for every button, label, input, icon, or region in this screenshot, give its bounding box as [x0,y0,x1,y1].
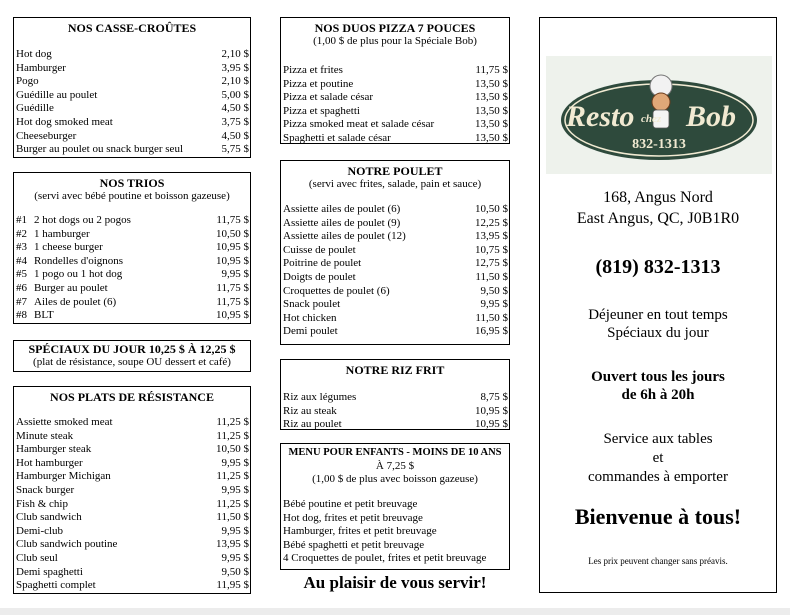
item-name: Hot hamburger [16,456,83,469]
item-price: 11,50 $ [475,311,508,324]
item-label [16,214,131,228]
item-name: Hot chicken [283,311,337,324]
item-number: #1 [16,214,27,226]
casse-croutes-section [13,17,251,158]
menu-item [281,271,509,285]
item-price: 10,75 $ [475,243,508,256]
item-number: #5 [16,268,27,281]
item-price: 11,25 $ [216,416,249,428]
item-name: 1 pogo ou 1 hot dog [34,268,123,281]
item-price: 8,75 $ [480,391,508,403]
item-name: BLT [34,309,54,322]
item-number: #7 [16,295,27,308]
menu-item [281,552,509,566]
menu-item [14,282,250,296]
menu-list [281,498,509,566]
item-number: #4 [16,254,27,267]
info-panel [539,17,777,593]
item-number: #8 [16,309,27,322]
item-name: Assiette ailes de poulet (9) [283,216,401,229]
item-label [16,241,103,255]
item-name: Pizza et frites [283,64,343,76]
item-price: 11,50 $ [475,270,508,283]
phone-number: (819) 832-1313 [595,256,721,278]
item-price: 11,25 $ [216,497,249,510]
item-name: Riz au steak [283,404,337,417]
menu-item [14,443,250,457]
item-name: 2 hot dogs ou 2 pogos [34,214,131,226]
item-price: 9,95 $ [221,551,249,564]
item-name: Bébé spaghetti et petit breuvage [283,538,425,551]
svg-text:Resto: Resto [566,100,635,133]
address-line-2: East Angus, QC, J0B1R0 [576,210,740,227]
menu-item [281,539,509,553]
plaisir-text: Au plaisir de vous servir! [303,573,487,592]
menu-item [14,566,250,580]
item-name: 4 Croquettes de poulet, frites et petit breuvage [283,552,487,565]
section-title: NOS PLATS DE RÉSISTANCE [50,390,214,404]
address-line-1: 168, Angus Nord [603,189,713,206]
item-name: Burger au poulet ou snack burger seul [16,143,183,156]
item-name: Assiette smoked meat [16,416,113,428]
item-name: Pizza smoked meat et salade césar [283,118,435,131]
item-name: Fish & chip [16,497,68,510]
speciaux-section [13,340,251,372]
menu-item [14,75,250,89]
menu-list [14,416,250,593]
menu-item [14,552,250,566]
item-name: Doigts de poulet [283,270,356,283]
item-price: 9,95 $ [221,456,249,469]
menu-item [14,228,250,242]
dejeuner-text: Déjeuner en tout temps [588,307,728,323]
menu-item [281,285,509,299]
item-price: 5,75 $ [221,143,249,156]
item-price: 13,95 $ [216,538,249,551]
menu-item [14,130,250,144]
item-price: 12,25 $ [475,216,508,229]
item-name: Rondelles d'oignons [34,254,124,267]
hours-line-2: de 6h à 20h [621,387,695,403]
item-name: Bébé poutine et petit breuvage [283,498,418,510]
menu-item [14,143,250,157]
item-price: 13,50 $ [475,77,508,90]
menu-list [14,48,250,157]
menu-item [14,268,250,282]
menu-item [281,91,509,105]
menu-item [14,430,250,444]
service-line-1: Service aux tables [603,431,713,447]
menu-item [14,241,250,255]
item-name: 1 hamburger [34,227,90,240]
item-price: 4,50 $ [221,129,249,142]
speciaux-text: Spéciaux du jour [607,325,709,341]
item-price: 11,75 $ [216,281,249,294]
item-name: Cheeseburger [16,129,77,142]
item-name: Hot dog [16,48,52,60]
service-line-3: commandes à emporter [588,469,728,485]
item-name: Snack poulet [283,298,341,311]
item-price: 10,95 $ [216,241,249,254]
item-price: 9,50 $ [221,565,249,578]
item-price: 10,95 $ [475,404,508,417]
menu-item [281,405,509,419]
item-price: 9,95 $ [221,483,249,496]
menu-item [14,102,250,116]
item-label [16,309,54,323]
section-subtitle: (servi avec bébé poutine et boisson gazeuse) [34,190,230,202]
menu-item [281,512,509,526]
menu-item [14,416,250,430]
item-price: 13,50 $ [475,118,508,131]
svg-text:832-1313: 832-1313 [632,137,686,152]
item-number: #3 [16,241,27,254]
menu-item [281,257,509,271]
item-name: Hamburger Michigan [16,470,111,483]
plats-section [13,386,251,594]
menu-item [14,89,250,103]
item-name: Burger au poulet [34,281,108,294]
menu-item [281,244,509,258]
menu-item [14,214,250,228]
item-name: Cuisse de poulet [283,243,356,256]
item-name: Hamburger steak [16,443,92,456]
menu-item [281,132,509,146]
menu-item [281,312,509,326]
item-name: Hamburger, frites et petit breuvage [283,525,437,538]
item-name: Club sandwich [16,511,82,524]
item-name: Demi poulet [283,325,338,338]
menu-item [281,298,509,312]
menu-item [281,525,509,539]
item-price: 10,95 $ [216,254,249,267]
item-name: Croquettes de poulet (6) [283,284,390,297]
section-title: NOS CASSE-CROÛTES [67,21,197,35]
restaurant-logo [546,56,772,174]
menu-list [281,203,509,339]
menu-item [281,118,509,132]
item-name: Pizza et poutine [283,77,354,90]
item-price: 9,50 $ [480,284,508,297]
item-price: 9,95 $ [221,524,249,537]
section-subtitle: (plat de résistance, soupe OU dessert et café) [33,356,231,368]
section-title: NOTRE RIZ FRIT [345,363,445,377]
price-notice: Les prix peuvent changer sans préavis. [588,556,728,566]
section-subtitle: (servi avec frites, salade, pain et sauce) [308,178,482,190]
enfants-section [280,443,510,570]
item-price: 10,95 $ [475,418,508,431]
menu-item [281,325,509,339]
menu-item [14,525,250,539]
section-title: NOS DUOS PIZZA 7 POUCES [314,21,476,35]
item-name: Spaghetti et salade césar [283,131,391,144]
item-name: Assiette ailes de poulet (12) [283,230,406,243]
item-name: Pizza et salade césar [283,91,374,104]
item-name: Ailes de poulet (6) [34,295,117,308]
item-name: Riz aux légumes [283,391,357,403]
item-label [16,268,122,282]
item-price: 11,25 $ [216,470,249,483]
menu-item [14,116,250,130]
item-price: 3,75 $ [221,115,249,128]
poulet-section [280,160,510,345]
item-label [16,255,123,269]
item-number: #2 [16,227,27,240]
item-label [16,296,116,310]
menu-list [281,391,509,432]
svg-text:chez: chez [641,113,662,125]
menu-item [14,498,250,512]
riz-frit-section [280,359,510,430]
menu-item [14,538,250,552]
menu-item [14,48,250,62]
service-line-2: et [652,450,664,466]
item-price: 4,50 $ [221,102,249,115]
item-price: 3,95 $ [221,61,249,74]
item-price: 13,50 $ [475,91,508,104]
item-name: Demi spaghetti [16,565,83,578]
menu-item [281,217,509,231]
logo-icon [546,56,772,174]
item-number: #6 [16,281,27,294]
item-price: 5,00 $ [221,88,249,101]
item-price: 11,75 $ [216,214,249,226]
menu-item [14,296,250,310]
menu-item [14,579,250,593]
menu-item [281,78,509,92]
item-price: 10,50 $ [216,227,249,240]
section-title: MENU POUR ENFANTS - MOINS DE 10 ANS [288,447,502,458]
item-name: Hot dog, frites et petit breuvage [283,511,423,524]
menu-item [281,230,509,244]
menu-item [14,470,250,484]
menu-item [14,511,250,525]
item-price: 10,95 $ [216,309,249,322]
trios-section [13,172,251,324]
menu-item [14,309,250,323]
duos-pizza-section [280,17,510,144]
item-label [16,228,90,242]
item-price: 13,95 $ [475,230,508,243]
menu-item [281,203,509,217]
item-price: 9,95 $ [480,298,508,311]
menu-item [281,391,509,405]
item-name: Guédille au poulet [16,88,98,101]
item-name: Club sandwich poutine [16,538,118,551]
menu-item [281,64,509,78]
item-name: Pizza et spaghetti [283,104,360,117]
hours-line-1: Ouvert tous les jours [591,369,725,385]
menu-item [14,457,250,471]
section-title: NOTRE POULET [347,164,443,178]
item-price: 11,50 $ [216,511,249,524]
menu-item [281,418,509,432]
item-price: 11,75 $ [216,295,249,308]
item-price: 11,25 $ [216,429,249,442]
item-price: 16,95 $ [475,325,508,338]
item-name: Riz au poulet [283,418,342,431]
menu-item [281,498,509,512]
item-name: Hot dog smoked meat [16,115,113,128]
item-price: 10,50 $ [216,443,249,456]
item-name: Guédille [16,102,54,115]
item-price: 11,95 $ [216,579,249,592]
item-name: 1 cheese burger [34,241,103,254]
menu-item [281,105,509,119]
item-price: 13,50 $ [475,104,508,117]
item-name: Club seul [16,551,58,564]
item-name: Pogo [16,75,39,88]
section-subtitle: (1,00 $ de plus pour la Spéciale Bob) [313,35,477,47]
menu-item [14,62,250,76]
item-name: Demi-club [16,524,64,537]
svg-text:Bob: Bob [686,100,737,133]
item-price: 10,50 $ [475,203,508,215]
item-price: 2,10 $ [221,75,249,88]
item-name: Assiette ailes de poulet (6) [283,203,401,215]
item-name: Snack burger [16,483,75,496]
menu-list [14,214,250,323]
section-subtitle: (1,00 $ de plus avec boisson gazeuse) [312,473,478,485]
item-name: Minute steak [16,429,74,442]
item-label [16,282,108,296]
menu-item [14,255,250,269]
section-title: SPÉCIAUX DU JOUR 10,25 $ À 12,25 $ [28,342,236,356]
menu-list [281,64,509,146]
bottom-strip [0,608,790,615]
price-line: À 7,25 $ [375,460,415,472]
item-price: 11,75 $ [475,64,508,76]
item-name: Poitrine de poulet [283,257,362,270]
item-price: 12,75 $ [475,257,508,270]
item-price: 9,95 $ [221,268,249,281]
item-price: 13,50 $ [475,131,508,144]
menu-item [14,484,250,498]
item-name: Hamburger [16,61,66,74]
welcome-text: Bienvenue à tous! [574,504,742,529]
section-title: NOS TRIOS [99,176,165,190]
item-price: 2,10 $ [221,48,249,60]
item-name: Spaghetti complet [16,579,96,592]
